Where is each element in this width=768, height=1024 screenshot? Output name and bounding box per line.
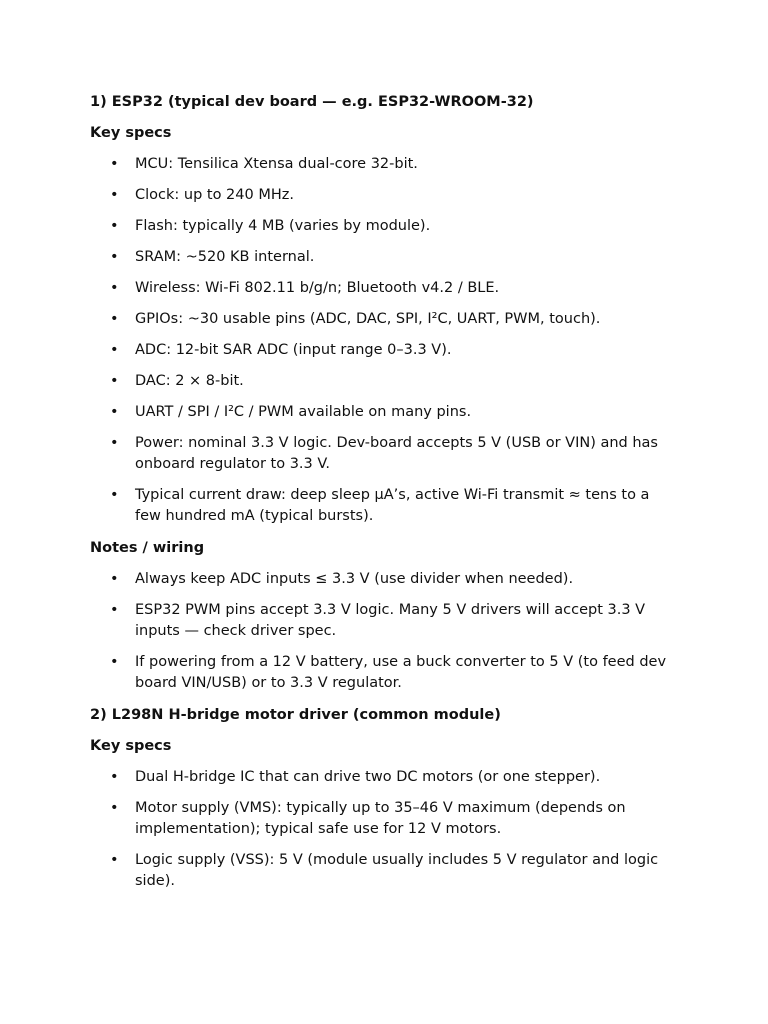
- list-item: • SRAM: ~520 KB internal.: [90, 247, 678, 268]
- subsection-heading-esp32-key-specs: Key specs: [90, 125, 172, 141]
- list-item: • If powering from a 12 V battery, use a buck converter to 5 V (to feed dev board VIN/USB) or to 3.3 V regulator.: [90, 652, 678, 694]
- list-item: • Flash: typically 4 MB (varies by module).: [90, 216, 678, 237]
- list-item: • Typical current draw: deep sleep µA’s, active Wi-Fi transmit ≈ tens to a few hundred mA (typical bursts).: [90, 485, 678, 527]
- subsection-heading-esp32-notes-wiring: Notes / wiring: [90, 540, 205, 556]
- list-item: • MCU: Tensilica Xtensa dual-core 32-bit.: [90, 154, 678, 175]
- section-heading-l298n: 2) L298N H-bridge motor driver (common module): [90, 707, 501, 723]
- esp32-key-specs-list: [90, 154, 678, 527]
- list-item: • Motor supply (VMS): typically up to 35–46 V maximum (depends on implementation); typical safe use for 12 V motors.: [90, 798, 678, 840]
- l298n-key-specs-list: [90, 767, 678, 892]
- list-item: • Dual H-bridge IC that can drive two DC motors (or one stepper).: [90, 767, 678, 788]
- list-item: • Wireless: Wi-Fi 802.11 b/g/n; Bluetooth v4.2 / BLE.: [90, 278, 678, 299]
- list-item: • ADC: 12-bit SAR ADC (input range 0–3.3 V).: [90, 340, 678, 361]
- list-item: • DAC: 2 × 8-bit.: [90, 371, 678, 392]
- list-item: • Clock: up to 240 MHz.: [90, 185, 678, 206]
- list-item: • UART / SPI / I²C / PWM available on many pins.: [90, 402, 678, 423]
- list-item: • Logic supply (VSS): 5 V (module usually includes 5 V regulator and logic side).: [90, 850, 678, 892]
- subsection-heading-l298n-key-specs: Key specs: [90, 738, 172, 754]
- list-item: • Always keep ADC inputs ≤ 3.3 V (use divider when needed).: [90, 569, 678, 590]
- list-item: • Power: nominal 3.3 V logic. Dev-board accepts 5 V (USB or VIN) and has onboard regulator to 3.3 V.: [90, 433, 678, 475]
- list-item: • ESP32 PWM pins accept 3.3 V logic. Many 5 V drivers will accept 3.3 V inputs — check driver spec.: [90, 600, 678, 642]
- esp32-notes-wiring-list: [90, 569, 678, 694]
- list-item: • GPIOs: ~30 usable pins (ADC, DAC, SPI, I²C, UART, PWM, touch).: [90, 309, 678, 330]
- section-heading-esp32: 1) ESP32 (typical dev board — e.g. ESP32-WROOM-32): [90, 94, 534, 110]
